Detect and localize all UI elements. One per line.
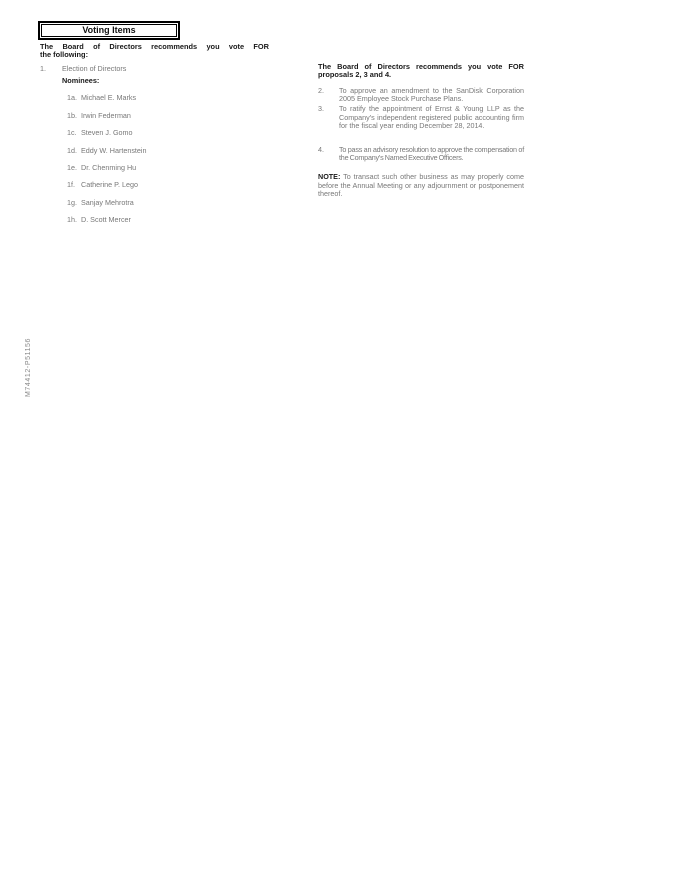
left-heading [40,43,269,60]
voting-items-title: Voting Items [41,24,177,37]
right-heading-line2: proposals 2, 3 and 4. [318,70,392,80]
left-column [40,43,269,234]
proposal-3-text: To ratify the appointment of Ernst & Young LLP as the Company's independent registered public accounting firm for the fiscal year ending December 28, 2014. [339,104,524,131]
nominee-row [40,181,269,189]
nominee-number: 1a. [67,93,77,103]
proposal-1-text: Election of Directors [62,63,127,73]
proposal-4-text: To pass an advisory resolution to approve the compensation of the Company's Named Executive Officers. [339,144,524,163]
proposal-4-number: 4. [318,144,324,154]
proposal-2-number: 2. [318,85,324,95]
nominee-name: Sanjay Mehrotra [81,197,134,207]
voting-items-box [38,21,180,40]
nominee-number: 1g. [67,197,77,207]
proposal-3-row [318,105,524,130]
nominee-row [40,147,269,155]
nominee-row [40,112,269,120]
note-label: NOTE: [318,172,341,182]
nominee-name: Eddy W. Hartenstein [81,145,147,155]
proposal-1-number: 1. [40,63,46,73]
proposal-2-row [318,87,524,104]
nominee-number: 1f. [67,180,75,190]
nominees-label: Nominees: [62,76,100,85]
nominee-number: 1d. [67,145,77,155]
left-heading-line2: the following: [40,50,89,60]
nominee-number: 1e. [67,163,77,173]
nominee-list [40,94,269,224]
note-paragraph [318,173,524,198]
nominee-row [40,129,269,137]
nominee-number: 1b. [67,110,77,120]
nominee-row [40,199,269,207]
nominee-name: Steven J. Gomo [81,128,133,138]
nominee-name: Dr. Chenming Hu [81,163,137,173]
nominee-number: 1c. [67,128,77,138]
right-heading [318,63,524,80]
nominee-name: Irwin Federman [81,110,131,120]
edge-print-code: M74412-P51156 [25,337,32,397]
proposal-4-row [318,146,524,163]
right-column [318,63,524,199]
left-heading-line1: The Board of Directors recommends you vote FOR [40,42,269,51]
nominee-name: Catherine P. Lego [81,180,139,190]
nominee-name: D. Scott Mercer [81,215,131,225]
proposal-1-row [40,65,269,73]
proposal-3-number: 3. [318,104,324,114]
nominee-name: Michael E. Marks [81,93,137,103]
nominee-number: 1h. [67,215,77,225]
nominee-row [40,94,269,102]
proposal-2-text: To approve an amendment to the SanDisk Corporation 2005 Employee Stock Purchase Plans. [339,85,524,103]
right-heading-line1: The Board of Directors recommends you vote FOR [318,62,524,71]
nominee-row [40,216,269,224]
nominee-row [40,164,269,172]
note-text: To transact such other business as may properly come before the Annual Meeting or any adjournment or postponement thereof. [318,172,524,199]
